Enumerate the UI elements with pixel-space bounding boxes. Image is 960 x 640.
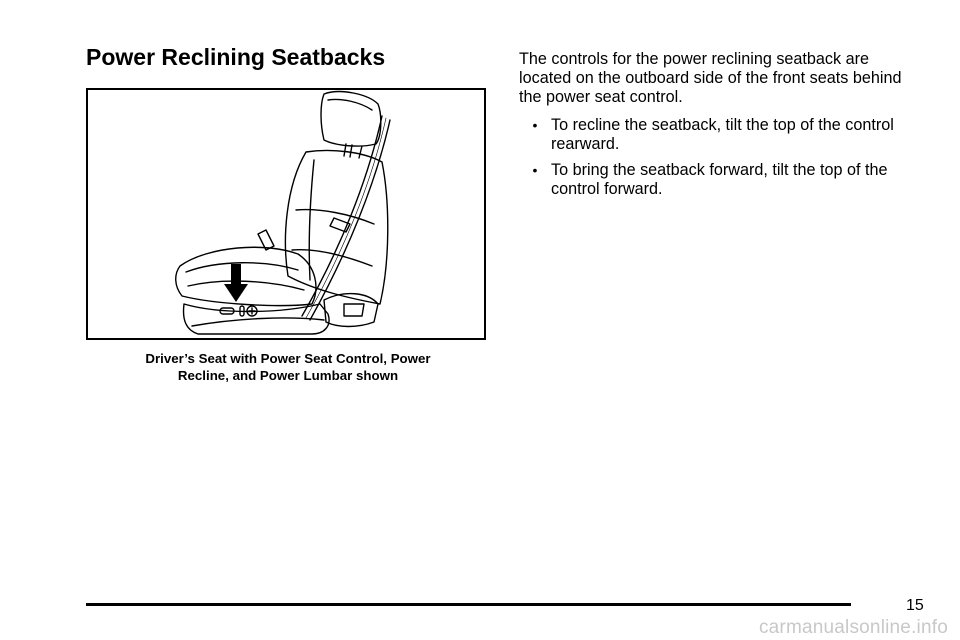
seatback [285, 150, 387, 304]
page-number: 15 [906, 597, 924, 614]
intro-paragraph: The controls for the power reclining seatback are located on the outboard side of the front seats behind the power seat control. [519, 50, 902, 106]
arrow-down-icon [224, 264, 248, 302]
body-text [519, 50, 924, 206]
caption-line: Driver’s Seat with Power Seat Control, Power [145, 351, 431, 366]
caption-line: Recline, and Power Lumbar shown [177, 368, 399, 383]
bullet-icon: • [532, 162, 538, 178]
seat-illustration [86, 88, 486, 340]
figure-caption [86, 350, 490, 384]
list-item-text: To recline the seatback, tilt the top of the control rearward. [551, 116, 894, 153]
bullet-icon: • [532, 117, 538, 133]
page-title: Power Reclining Seatbacks [86, 44, 386, 70]
footer-divider [86, 603, 851, 606]
watermark: carmanualsonline.info [758, 617, 948, 638]
list-item [519, 161, 924, 199]
list-item [519, 116, 924, 154]
list-item-text: To bring the seatback forward, tilt the top of the control forward. [551, 161, 888, 198]
seat-cushion [176, 247, 316, 305]
instruction-list [519, 116, 924, 199]
